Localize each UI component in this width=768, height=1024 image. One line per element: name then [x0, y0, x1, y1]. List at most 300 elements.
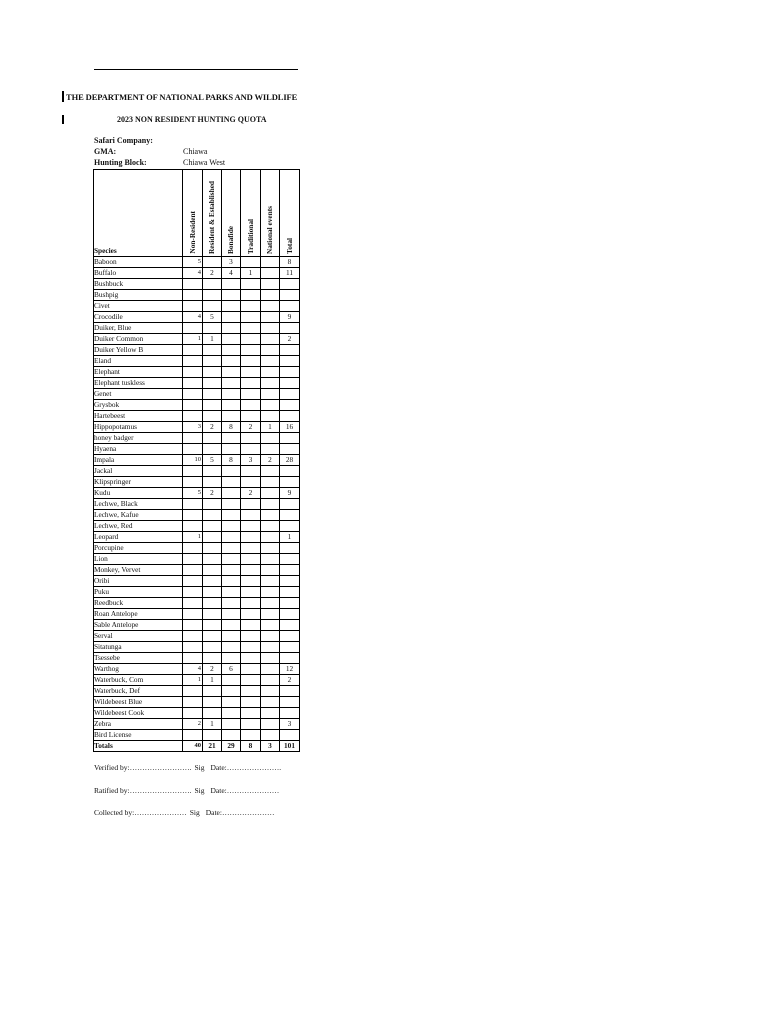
table-row: [94, 565, 300, 576]
table-row: [94, 576, 300, 587]
totals-label: Totals: [94, 741, 183, 752]
quota-cell: [280, 411, 300, 422]
quota-cell: 2: [241, 488, 261, 499]
quota-cell: [280, 301, 300, 312]
quota-cell: [203, 532, 222, 543]
quota-cell: [261, 521, 280, 532]
quota-cell: 6: [222, 664, 241, 675]
quota-cell: [203, 598, 222, 609]
species-cell: Serval: [94, 631, 183, 642]
quota-cell: [183, 609, 203, 620]
quota-cell: [222, 510, 241, 521]
quota-cell: [280, 730, 300, 741]
table-row: [94, 488, 300, 499]
quota-cell: [183, 466, 203, 477]
column-header-species: Species: [94, 170, 183, 257]
quota-cell: [280, 598, 300, 609]
species-cell: Porcupine: [94, 543, 183, 554]
quota-cell: [222, 389, 241, 400]
quota-cell: [280, 653, 300, 664]
quota-cell: [261, 664, 280, 675]
quota-cell: [280, 477, 300, 488]
quota-cell: [261, 312, 280, 323]
species-cell: Waterbuck, Com: [94, 675, 183, 686]
quota-cell: [222, 433, 241, 444]
quota-cell: [203, 378, 222, 389]
quota-cell: [183, 510, 203, 521]
quota-cell: [280, 609, 300, 620]
quota-cell: [280, 323, 300, 334]
quota-cell: 4: [183, 664, 203, 675]
quota-cell: [261, 279, 280, 290]
quota-cell: [241, 433, 261, 444]
table-row: [94, 466, 300, 477]
quota-cell: [261, 334, 280, 345]
quota-cell: [183, 565, 203, 576]
quota-cell: [183, 389, 203, 400]
quota-cell: 10: [183, 455, 203, 466]
quota-title: 2023 NON RESIDENT HUNTING QUOTA: [117, 115, 267, 124]
quota-cell: 2: [203, 664, 222, 675]
quota-cell: [241, 675, 261, 686]
table-row: [94, 345, 300, 356]
quota-cell: [183, 290, 203, 301]
quota-cell: [183, 576, 203, 587]
quota-cell: [261, 356, 280, 367]
totals-cell: 21: [203, 741, 222, 752]
quota-cell: [203, 697, 222, 708]
species-cell: Eland: [94, 356, 183, 367]
quota-cell: [261, 543, 280, 554]
quota-cell: [280, 620, 300, 631]
quota-cell: [241, 543, 261, 554]
quota-cell: [203, 543, 222, 554]
quota-cell: [261, 631, 280, 642]
quota-cell: [241, 334, 261, 345]
quota-cell: [183, 400, 203, 411]
quota-cell: [203, 356, 222, 367]
table-row: [94, 411, 300, 422]
quota-cell: [183, 356, 203, 367]
quota-cell: [203, 565, 222, 576]
quota-cell: 1: [183, 532, 203, 543]
quota-cell: [203, 642, 222, 653]
quota-cell: [261, 499, 280, 510]
quota-cell: [222, 565, 241, 576]
table-row: [94, 268, 300, 279]
quota-cell: [222, 609, 241, 620]
species-cell: Sable Antelope: [94, 620, 183, 631]
quota-cell: [241, 444, 261, 455]
quota-cell: [280, 686, 300, 697]
species-cell: Bird License: [94, 730, 183, 741]
quota-cell: [241, 708, 261, 719]
table-row: [94, 455, 300, 466]
table-row: [94, 400, 300, 411]
species-cell: Bushbuck: [94, 279, 183, 290]
quota-cell: [261, 576, 280, 587]
quota-cell: [222, 686, 241, 697]
quota-cell: [261, 730, 280, 741]
quota-cell: [261, 708, 280, 719]
quota-cell: [222, 334, 241, 345]
date-label: Date:…………………: [210, 786, 280, 795]
quota-cell: [222, 356, 241, 367]
column-header-non-resident: Non-Resident: [183, 170, 203, 257]
totals-row: [94, 741, 300, 752]
quota-cell: [241, 521, 261, 532]
species-cell: Lechwe, Red: [94, 521, 183, 532]
quota-cell: [203, 620, 222, 631]
quota-cell: 3: [222, 257, 241, 268]
quota-cell: [183, 323, 203, 334]
quota-cell: 5: [203, 455, 222, 466]
quota-cell: [241, 642, 261, 653]
quota-cell: [183, 620, 203, 631]
species-cell: Duiker Common: [94, 334, 183, 345]
quota-cell: [183, 301, 203, 312]
quota-cell: 2: [261, 455, 280, 466]
quota-cell: [203, 389, 222, 400]
quota-cell: [183, 444, 203, 455]
quota-cell: [241, 565, 261, 576]
table-row: [94, 477, 300, 488]
species-cell: Jackal: [94, 466, 183, 477]
quota-cell: [261, 554, 280, 565]
table-header-row: [94, 170, 300, 257]
species-cell: Genet: [94, 389, 183, 400]
table-row: [94, 686, 300, 697]
species-cell: Lechwe, Black: [94, 499, 183, 510]
signature-label: Verified by:…………………….: [94, 763, 192, 772]
quota-cell: [280, 433, 300, 444]
quota-cell: [183, 378, 203, 389]
table-row: [94, 587, 300, 598]
gma-value: Chiawa: [183, 147, 208, 156]
quota-cell: [222, 488, 241, 499]
quota-cell: [280, 367, 300, 378]
table-row: [94, 257, 300, 268]
quota-cell: 9: [280, 488, 300, 499]
species-cell: Buffalo: [94, 268, 183, 279]
quota-cell: [241, 400, 261, 411]
quota-cell: 3: [280, 719, 300, 730]
species-cell: Hartebeest: [94, 411, 183, 422]
quota-cell: [203, 510, 222, 521]
quota-cell: 2: [183, 719, 203, 730]
quota-cell: [261, 653, 280, 664]
quota-cell: [261, 268, 280, 279]
signature-line: [94, 763, 281, 772]
quota-cell: [280, 631, 300, 642]
quota-cell: 11: [280, 268, 300, 279]
quota-cell: [280, 499, 300, 510]
table-row: [94, 532, 300, 543]
quota-cell: [261, 565, 280, 576]
quota-cell: [222, 653, 241, 664]
quota-cell: [261, 367, 280, 378]
quota-cell: [280, 466, 300, 477]
quota-cell: [241, 719, 261, 730]
quota-cell: [241, 510, 261, 521]
quota-cell: [222, 312, 241, 323]
quota-cell: [280, 576, 300, 587]
quota-cell: [241, 323, 261, 334]
quota-cell: [241, 345, 261, 356]
quota-cell: [280, 345, 300, 356]
quota-cell: [222, 279, 241, 290]
quota-cell: [280, 697, 300, 708]
quota-cell: [241, 697, 261, 708]
quota-cell: 1: [261, 422, 280, 433]
column-header-traditional: Traditional: [241, 170, 261, 257]
species-cell: Roan Antelope: [94, 609, 183, 620]
quota-cell: [203, 477, 222, 488]
quota-cell: [261, 587, 280, 598]
table-row: [94, 422, 300, 433]
quota-cell: [222, 554, 241, 565]
quota-cell: [261, 290, 280, 301]
table-row: [94, 444, 300, 455]
totals-cell: 8: [241, 741, 261, 752]
quota-cell: [203, 257, 222, 268]
department-title: THE DEPARTMENT OF NATIONAL PARKS AND WILDLIFE: [66, 92, 298, 102]
species-cell: Impala: [94, 455, 183, 466]
top-rule: [94, 69, 298, 70]
column-header-total: Total: [280, 170, 300, 257]
quota-cell: [241, 356, 261, 367]
quota-cell: [222, 631, 241, 642]
species-cell: Elephant tuskless: [94, 378, 183, 389]
table-row: [94, 323, 300, 334]
quota-cell: 1: [183, 675, 203, 686]
quota-cell: [203, 290, 222, 301]
column-header-resident-established: Resident & Established: [203, 170, 222, 257]
quota-cell: [203, 345, 222, 356]
table-row: [94, 510, 300, 521]
quota-cell: [241, 532, 261, 543]
quota-cell: [261, 411, 280, 422]
quota-cell: [261, 598, 280, 609]
species-cell: Lion: [94, 554, 183, 565]
quota-cell: [203, 730, 222, 741]
quota-cell: [241, 389, 261, 400]
table-row: [94, 664, 300, 675]
quota-cell: 16: [280, 422, 300, 433]
quota-cell: [203, 279, 222, 290]
table-row: [94, 279, 300, 290]
quota-cell: [280, 389, 300, 400]
quota-cell: [222, 301, 241, 312]
quota-cell: [222, 719, 241, 730]
table-row: [94, 301, 300, 312]
quota-cell: [183, 345, 203, 356]
quota-cell: [183, 499, 203, 510]
column-header-national-events: National events: [261, 170, 280, 257]
quota-cell: [222, 708, 241, 719]
quota-cell: [203, 444, 222, 455]
quota-cell: [241, 367, 261, 378]
quota-cell: [241, 609, 261, 620]
quota-cell: 3: [183, 422, 203, 433]
quota-cell: [183, 543, 203, 554]
quota-table: [93, 169, 300, 752]
quota-cell: [261, 389, 280, 400]
quota-cell: [203, 400, 222, 411]
quota-cell: [203, 521, 222, 532]
quota-cell: [241, 686, 261, 697]
table-row: [94, 598, 300, 609]
quota-cell: [203, 433, 222, 444]
quota-cell: 5: [183, 488, 203, 499]
quota-cell: [222, 411, 241, 422]
quota-cell: [261, 466, 280, 477]
totals-cell: 101: [280, 741, 300, 752]
quota-cell: [222, 290, 241, 301]
quota-cell: [261, 323, 280, 334]
quota-cell: [222, 620, 241, 631]
table-row: [94, 609, 300, 620]
table-row: [94, 312, 300, 323]
signature-label: Ratified by:…………………….: [94, 786, 192, 795]
quota-cell: [280, 708, 300, 719]
quota-cell: [222, 521, 241, 532]
quota-cell: 4: [222, 268, 241, 279]
quota-cell: [280, 378, 300, 389]
quota-cell: [203, 554, 222, 565]
quota-cell: 5: [203, 312, 222, 323]
quota-cell: 1: [280, 532, 300, 543]
species-cell: Grysbok: [94, 400, 183, 411]
quota-cell: [261, 433, 280, 444]
species-cell: Baboon: [94, 257, 183, 268]
quota-cell: [261, 609, 280, 620]
table-row: [94, 389, 300, 400]
quota-cell: [183, 686, 203, 697]
quota-cell: 2: [203, 422, 222, 433]
quota-cell: [241, 301, 261, 312]
table-row: [94, 642, 300, 653]
quota-cell: [241, 378, 261, 389]
quota-cell: [261, 686, 280, 697]
quota-cell: [241, 411, 261, 422]
species-cell: Klipspringer: [94, 477, 183, 488]
table-row: [94, 521, 300, 532]
quota-cell: [261, 620, 280, 631]
date-label: Date:…………………: [205, 808, 275, 817]
table-row: [94, 356, 300, 367]
quota-cell: [183, 433, 203, 444]
quota-cell: [183, 697, 203, 708]
signature-label: Collected by:…………………: [94, 808, 187, 817]
quota-cell: [203, 576, 222, 587]
table-row: [94, 543, 300, 554]
quota-cell: 1: [241, 268, 261, 279]
quota-cell: [261, 444, 280, 455]
species-cell: Hippopotamus: [94, 422, 183, 433]
quota-cell: [222, 466, 241, 477]
quota-cell: 5: [183, 257, 203, 268]
species-cell: Wildebeest Cook: [94, 708, 183, 719]
table-row: [94, 730, 300, 741]
quota-cell: [203, 708, 222, 719]
quota-cell: [280, 554, 300, 565]
quota-cell: 1: [203, 675, 222, 686]
quota-cell: [241, 664, 261, 675]
species-cell: Kudu: [94, 488, 183, 499]
quota-cell: [280, 290, 300, 301]
quota-cell: 4: [183, 268, 203, 279]
totals-cell: 3: [261, 741, 280, 752]
hunting-block-value: Chiawa West: [183, 158, 226, 167]
species-cell: Puku: [94, 587, 183, 598]
quota-cell: 2: [241, 422, 261, 433]
species-cell: Leopard: [94, 532, 183, 543]
table-row: [94, 378, 300, 389]
quota-cell: [203, 411, 222, 422]
quota-cell: [241, 653, 261, 664]
quota-cell: [203, 323, 222, 334]
quota-cell: [241, 598, 261, 609]
quota-cell: [222, 697, 241, 708]
quota-cell: [280, 510, 300, 521]
species-cell: Monkey, Vervet: [94, 565, 183, 576]
quota-cell: [183, 631, 203, 642]
species-cell: Waterbuck, Def: [94, 686, 183, 697]
quota-cell: 28: [280, 455, 300, 466]
quota-cell: [241, 576, 261, 587]
species-cell: Oribi: [94, 576, 183, 587]
quota-cell: [183, 367, 203, 378]
quota-cell: [261, 301, 280, 312]
quota-cell: 8: [222, 455, 241, 466]
quota-cell: [261, 675, 280, 686]
quota-cell: [183, 730, 203, 741]
quota-cell: [203, 631, 222, 642]
table-row: [94, 554, 300, 565]
species-cell: Duiker Yellow B: [94, 345, 183, 356]
quota-cell: [222, 367, 241, 378]
quota-cell: [222, 499, 241, 510]
quota-cell: [261, 378, 280, 389]
species-cell: Bushpig: [94, 290, 183, 301]
quota-cell: [241, 620, 261, 631]
table-row: [94, 290, 300, 301]
species-cell: Zebra: [94, 719, 183, 730]
quota-cell: [261, 697, 280, 708]
species-cell: Crocodile: [94, 312, 183, 323]
date-label: Date:………………….: [210, 763, 282, 772]
species-cell: Elephant: [94, 367, 183, 378]
table-row: [94, 653, 300, 664]
quota-cell: [241, 554, 261, 565]
species-cell: Duiker, Blue: [94, 323, 183, 334]
species-cell: Hyaena: [94, 444, 183, 455]
quota-cell: 4: [183, 312, 203, 323]
species-cell: honey badger: [94, 433, 183, 444]
quota-cell: [203, 301, 222, 312]
quota-cell: [241, 587, 261, 598]
quota-cell: [241, 312, 261, 323]
sig-label: Sig: [194, 763, 205, 772]
margin-marker: [62, 115, 64, 124]
quota-cell: 1: [183, 334, 203, 345]
species-cell: Tsessebe: [94, 653, 183, 664]
quota-cell: [261, 345, 280, 356]
gma-label: GMA:: [94, 147, 117, 156]
quota-cell: 8: [222, 422, 241, 433]
quota-cell: 8: [280, 257, 300, 268]
